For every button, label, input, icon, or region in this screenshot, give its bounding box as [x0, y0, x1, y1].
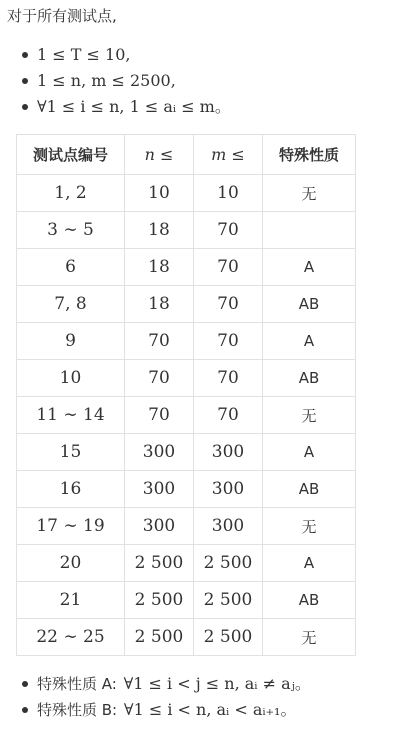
- header-m-limit: m ≤: [194, 135, 263, 175]
- property-label: 特殊性质 B:: [37, 701, 118, 719]
- cell-test-id: 1, 2: [17, 175, 125, 212]
- table-row: [17, 434, 356, 471]
- cell-n-limit: 18: [125, 249, 194, 286]
- header-test-id: 测试点编号: [17, 135, 125, 175]
- cell-special-property: 无: [263, 397, 356, 434]
- table-row: [17, 249, 356, 286]
- cell-m-limit: 2 500: [194, 582, 263, 619]
- constraint-item: [22, 94, 231, 120]
- cell-m-limit: 300: [194, 471, 263, 508]
- cell-m-limit: 10: [194, 175, 263, 212]
- table-row: [17, 582, 356, 619]
- cell-m-limit: 70: [194, 397, 263, 434]
- cell-special-property: AB: [263, 360, 356, 397]
- cell-n-limit: 300: [125, 434, 194, 471]
- cell-n-limit: 10: [125, 175, 194, 212]
- cell-test-id: 21: [17, 582, 125, 619]
- cell-m-limit: 70: [194, 249, 263, 286]
- cell-m-limit: 300: [194, 434, 263, 471]
- cell-test-id: 6: [17, 249, 125, 286]
- cell-special-property: AB: [263, 582, 356, 619]
- cell-special-property: [263, 212, 356, 249]
- cell-special-property: AB: [263, 471, 356, 508]
- cell-special-property: A: [263, 545, 356, 582]
- cell-n-limit: 300: [125, 471, 194, 508]
- property-label: 特殊性质 A:: [37, 675, 117, 693]
- special-property-a: [22, 671, 311, 697]
- cell-n-limit: 18: [125, 212, 194, 249]
- header-n-limit: n ≤: [125, 135, 194, 175]
- cell-m-limit: 2 500: [194, 619, 263, 656]
- table-row: [17, 286, 356, 323]
- table-row: [17, 360, 356, 397]
- cell-special-property: 无: [263, 619, 356, 656]
- cell-special-property: A: [263, 434, 356, 471]
- constraint-text: 1 ≤ n, m ≤ 2500,: [37, 71, 176, 90]
- cell-test-id: 10: [17, 360, 125, 397]
- header-special-property: 特殊性质: [263, 135, 356, 175]
- cell-test-id: 9: [17, 323, 125, 360]
- constraint-item: [22, 68, 231, 94]
- cell-test-id: 17 ∼ 19: [17, 508, 125, 545]
- cell-test-id: 20: [17, 545, 125, 582]
- intro-text: 对于所有测试点,: [7, 7, 117, 25]
- cell-n-limit: 2 500: [125, 545, 194, 582]
- subtask-table: [16, 134, 356, 656]
- cell-test-id: 7, 8: [17, 286, 125, 323]
- table-row: [17, 397, 356, 434]
- cell-n-limit: 70: [125, 323, 194, 360]
- cell-n-limit: 70: [125, 397, 194, 434]
- constraint-item: [22, 42, 231, 68]
- cell-special-property: A: [263, 249, 356, 286]
- cell-special-property: AB: [263, 286, 356, 323]
- table-row: [17, 508, 356, 545]
- property-formula: ∀1 ≤ i < j ≤ n, aᵢ ≠ aⱼ。: [123, 674, 311, 693]
- cell-special-property: A: [263, 323, 356, 360]
- cell-n-limit: 18: [125, 286, 194, 323]
- special-properties-list: [22, 671, 311, 723]
- cell-test-id: 11 ∼ 14: [17, 397, 125, 434]
- cell-m-limit: 70: [194, 360, 263, 397]
- table-header-row: [17, 135, 356, 175]
- special-property-b: [22, 697, 311, 723]
- constraint-text: ∀1 ≤ i ≤ n, 1 ≤ aᵢ ≤ m。: [37, 97, 231, 116]
- cell-test-id: 3 ∼ 5: [17, 212, 125, 249]
- cell-n-limit: 70: [125, 360, 194, 397]
- property-formula: ∀1 ≤ i < n, aᵢ < aᵢ₊₁。: [123, 700, 297, 719]
- cell-m-limit: 2 500: [194, 545, 263, 582]
- cell-m-limit: 70: [194, 286, 263, 323]
- table-row: [17, 323, 356, 360]
- table-row: [17, 175, 356, 212]
- cell-m-limit: 300: [194, 508, 263, 545]
- cell-n-limit: 2 500: [125, 619, 194, 656]
- cell-test-id: 22 ∼ 25: [17, 619, 125, 656]
- cell-test-id: 15: [17, 434, 125, 471]
- table-row: [17, 545, 356, 582]
- table-row: [17, 471, 356, 508]
- table-row: [17, 212, 356, 249]
- cell-n-limit: 300: [125, 508, 194, 545]
- cell-m-limit: 70: [194, 212, 263, 249]
- table-row: [17, 619, 356, 656]
- table-body: [17, 175, 356, 656]
- cell-special-property: 无: [263, 175, 356, 212]
- constraint-text: 1 ≤ T ≤ 10,: [37, 45, 131, 64]
- cell-special-property: 无: [263, 508, 356, 545]
- cell-n-limit: 2 500: [125, 582, 194, 619]
- constraints-list: [22, 42, 231, 120]
- cell-test-id: 16: [17, 471, 125, 508]
- cell-m-limit: 70: [194, 323, 263, 360]
